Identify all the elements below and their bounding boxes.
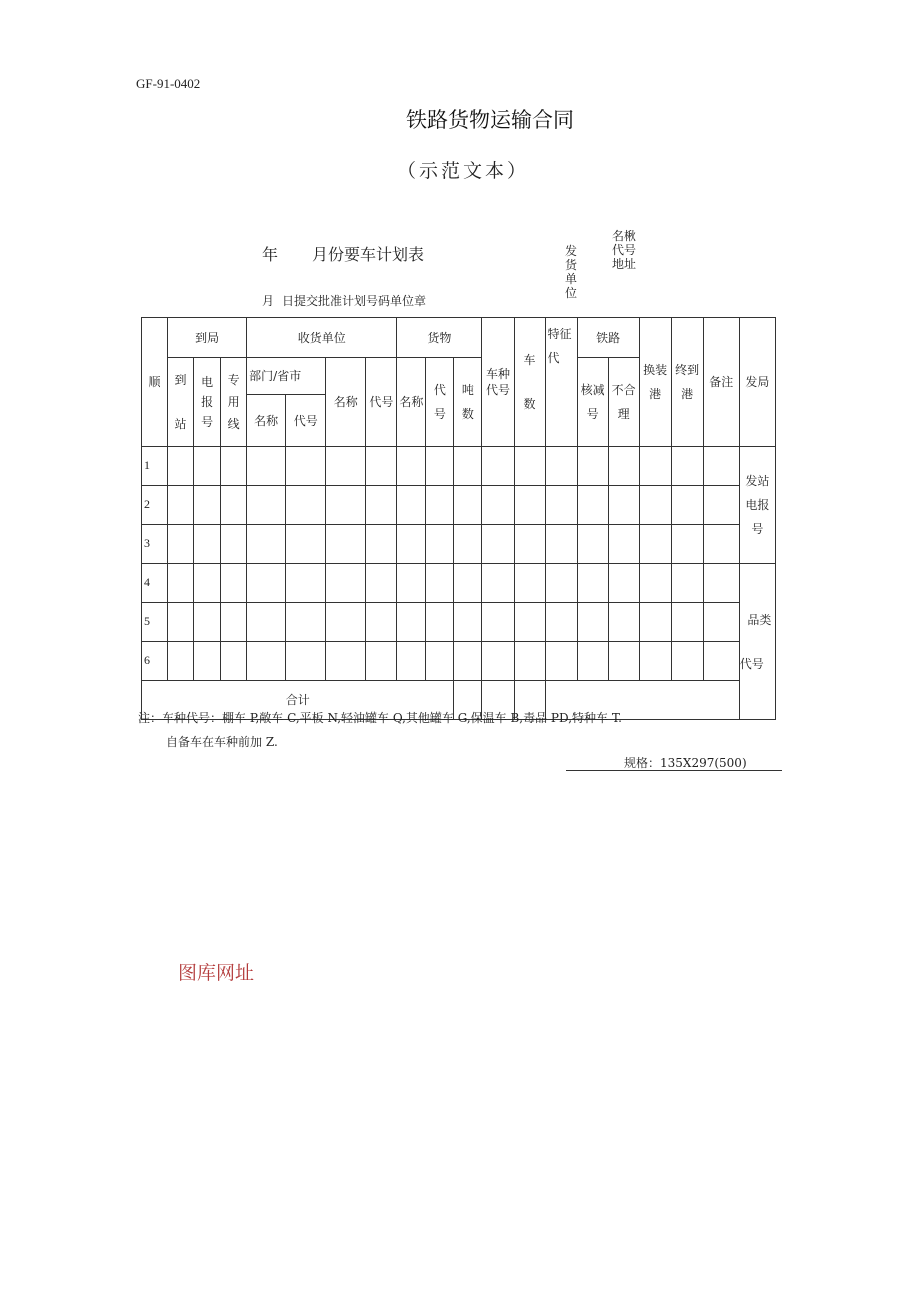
document-title: 铁路货物运输合同 (406, 108, 574, 132)
spec-label: 规格：135X297(500) (624, 756, 747, 770)
document-subtitle: （示范文本） (397, 160, 530, 182)
header-reduction: 核减号 (577, 358, 608, 447)
header-dept-name: 名称 (247, 395, 286, 447)
header-transship-port: 换装港 (639, 318, 671, 447)
header-dep-bureau: 发局 (739, 318, 775, 447)
submit-month: 月 (262, 294, 275, 308)
header-arrival-bureau: 到局 (168, 318, 247, 358)
sender-name-label: 名楸 (612, 229, 637, 243)
header-telegraph: 电报号 (194, 358, 221, 447)
header-car-type-code: 车种代号 (482, 318, 514, 447)
header-consignee: 收货单位 (247, 318, 397, 358)
submit-line (262, 292, 426, 309)
sender-fields (612, 229, 636, 271)
footer-link[interactable]: 图库网址 (178, 962, 255, 984)
row-number: 1 (142, 447, 168, 486)
sender-label: 发货单位 (565, 244, 578, 300)
row-number: 4 (142, 564, 168, 603)
header-consignee-code: 代号 (366, 358, 397, 447)
header-unreasonable: 不合理 (608, 358, 639, 447)
submit-text: 日提交批准计划号码单位章 (282, 294, 427, 308)
side-station-telegraph: 发站电报号 (739, 447, 775, 564)
header-dept-code: 代号 (286, 395, 326, 447)
header-arrival-station: 到站 (168, 358, 194, 447)
header-seq: 顺 (142, 318, 168, 447)
car-type-note: 注：车种代号：棚车 P,敞车 C,平板 N,轻油罐车 Q,其他罐车 G,保温车 B,毒品 PD,特种车 T. (138, 711, 622, 725)
row-number: 5 (142, 603, 168, 642)
header-goods-tons: 吨数 (454, 358, 482, 447)
header-dest-port: 终到港 (671, 318, 703, 447)
plan-title-text: 月份要车计划表 (312, 245, 425, 264)
vehicle-plan-table (141, 317, 776, 720)
sender-code-label: 代号 (612, 243, 637, 257)
header-goods: 货物 (397, 318, 482, 358)
spec-underline (566, 770, 782, 771)
header-consignee-name: 名称 (326, 358, 366, 447)
side-category: 品类 代号 (739, 564, 775, 720)
header-special: 特征代 (545, 318, 577, 447)
sender-address-label: 地址 (612, 257, 637, 271)
plan-year: 年 (262, 245, 279, 264)
row-number: 2 (142, 486, 168, 525)
header-goods-name: 名称 (397, 358, 426, 447)
header-railway: 铁路 (577, 318, 639, 358)
plan-title (262, 242, 424, 265)
header-remarks: 备注 (703, 318, 739, 447)
header-dept-province: 部门/省市 (247, 358, 326, 395)
header-private-line: 专用线 (221, 358, 247, 447)
row-number: 6 (142, 642, 168, 681)
total-label: 合计 (142, 681, 454, 720)
header-car-count: 车数 (514, 318, 545, 447)
row-number: 3 (142, 525, 168, 564)
private-car-note: 自备车在车种前加 Z. (166, 735, 278, 749)
document-code: GF-91-0402 (136, 76, 201, 91)
header-goods-code: 代号 (426, 358, 454, 447)
